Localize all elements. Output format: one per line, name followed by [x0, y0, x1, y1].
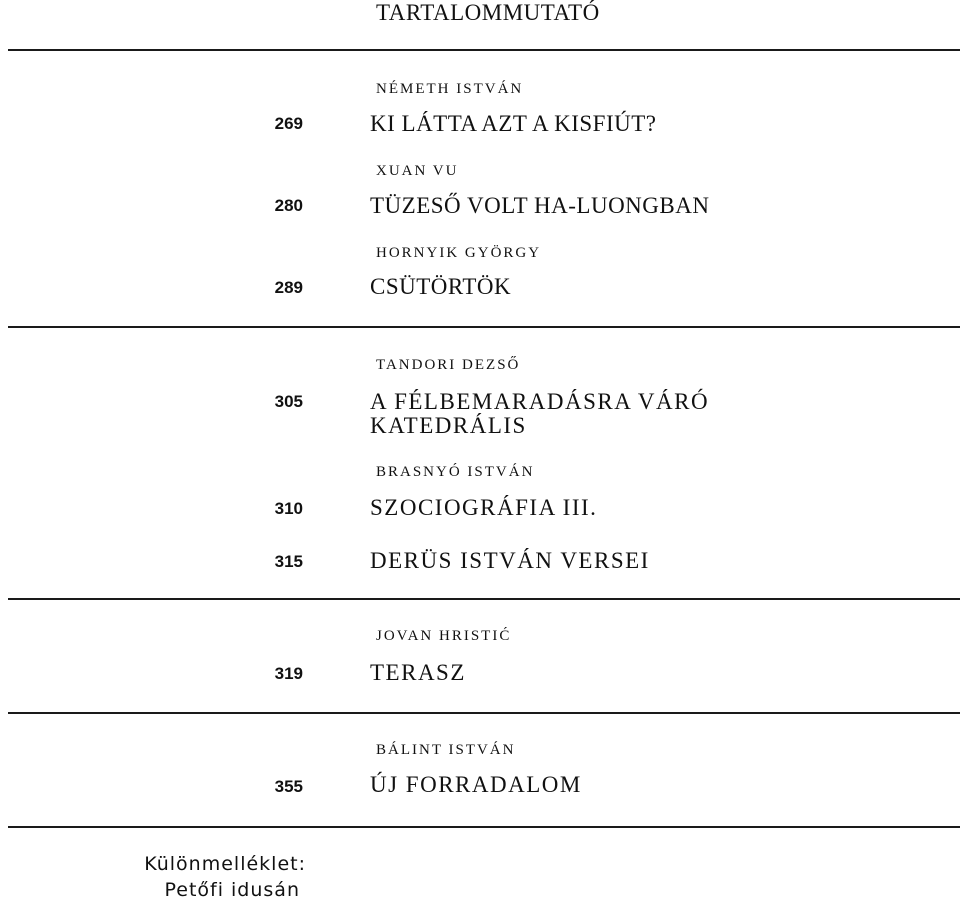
entry-title-line-1: A FÉLBEMARADÁSRA VÁRÓ [370, 389, 710, 414]
entry-page-number: 315 [274, 552, 303, 571]
supplement-label: Különmelléklet: [144, 853, 306, 875]
entry-page-number: 319 [274, 664, 303, 683]
entry-author: HORNYIK GYÖRGY [376, 245, 542, 261]
entry-title: SZOCIOGRÁFIA III. [370, 495, 598, 520]
divider [8, 712, 960, 714]
divider [8, 598, 960, 600]
entry-author: BRASNYÓ ISTVÁN [376, 464, 535, 480]
entry-page-number: 289 [274, 278, 303, 297]
divider [8, 826, 960, 828]
entry-title: KI LÁTTA AZT A KISFIÚT? [370, 111, 657, 136]
entry-page-number: 305 [274, 392, 303, 411]
entry-author: JOVAN HRISTIĆ [376, 628, 512, 644]
page-title: TARTALOMMUTATÓ [376, 0, 600, 25]
entry-author: NÉMETH ISTVÁN [376, 81, 524, 97]
entry-author: BÁLINT ISTVÁN [376, 742, 516, 758]
entry-title-line-2: KATEDRÁLIS [370, 413, 527, 438]
divider [8, 49, 960, 51]
entry-title: CSÜTÖRTÖK [370, 274, 512, 299]
entry-page-number: 355 [274, 777, 303, 796]
entry-page-number: 269 [274, 114, 303, 133]
entry-title: TÜZESŐ VOLT HA-LUONGBAN [370, 193, 710, 218]
supplement-text: Petőfi idusán [164, 879, 300, 901]
entry-page-number: 280 [274, 196, 303, 215]
entry-title: TERASZ [370, 660, 466, 685]
entry-page-number: 310 [274, 499, 303, 518]
entry-title: ÚJ FORRADALOM [370, 772, 582, 797]
entry-author: XUAN VU [376, 163, 459, 179]
entry-title: DERÜS ISTVÁN VERSEI [370, 548, 650, 573]
entry-author: TANDORI DEZSŐ [376, 357, 521, 373]
divider [8, 326, 960, 328]
